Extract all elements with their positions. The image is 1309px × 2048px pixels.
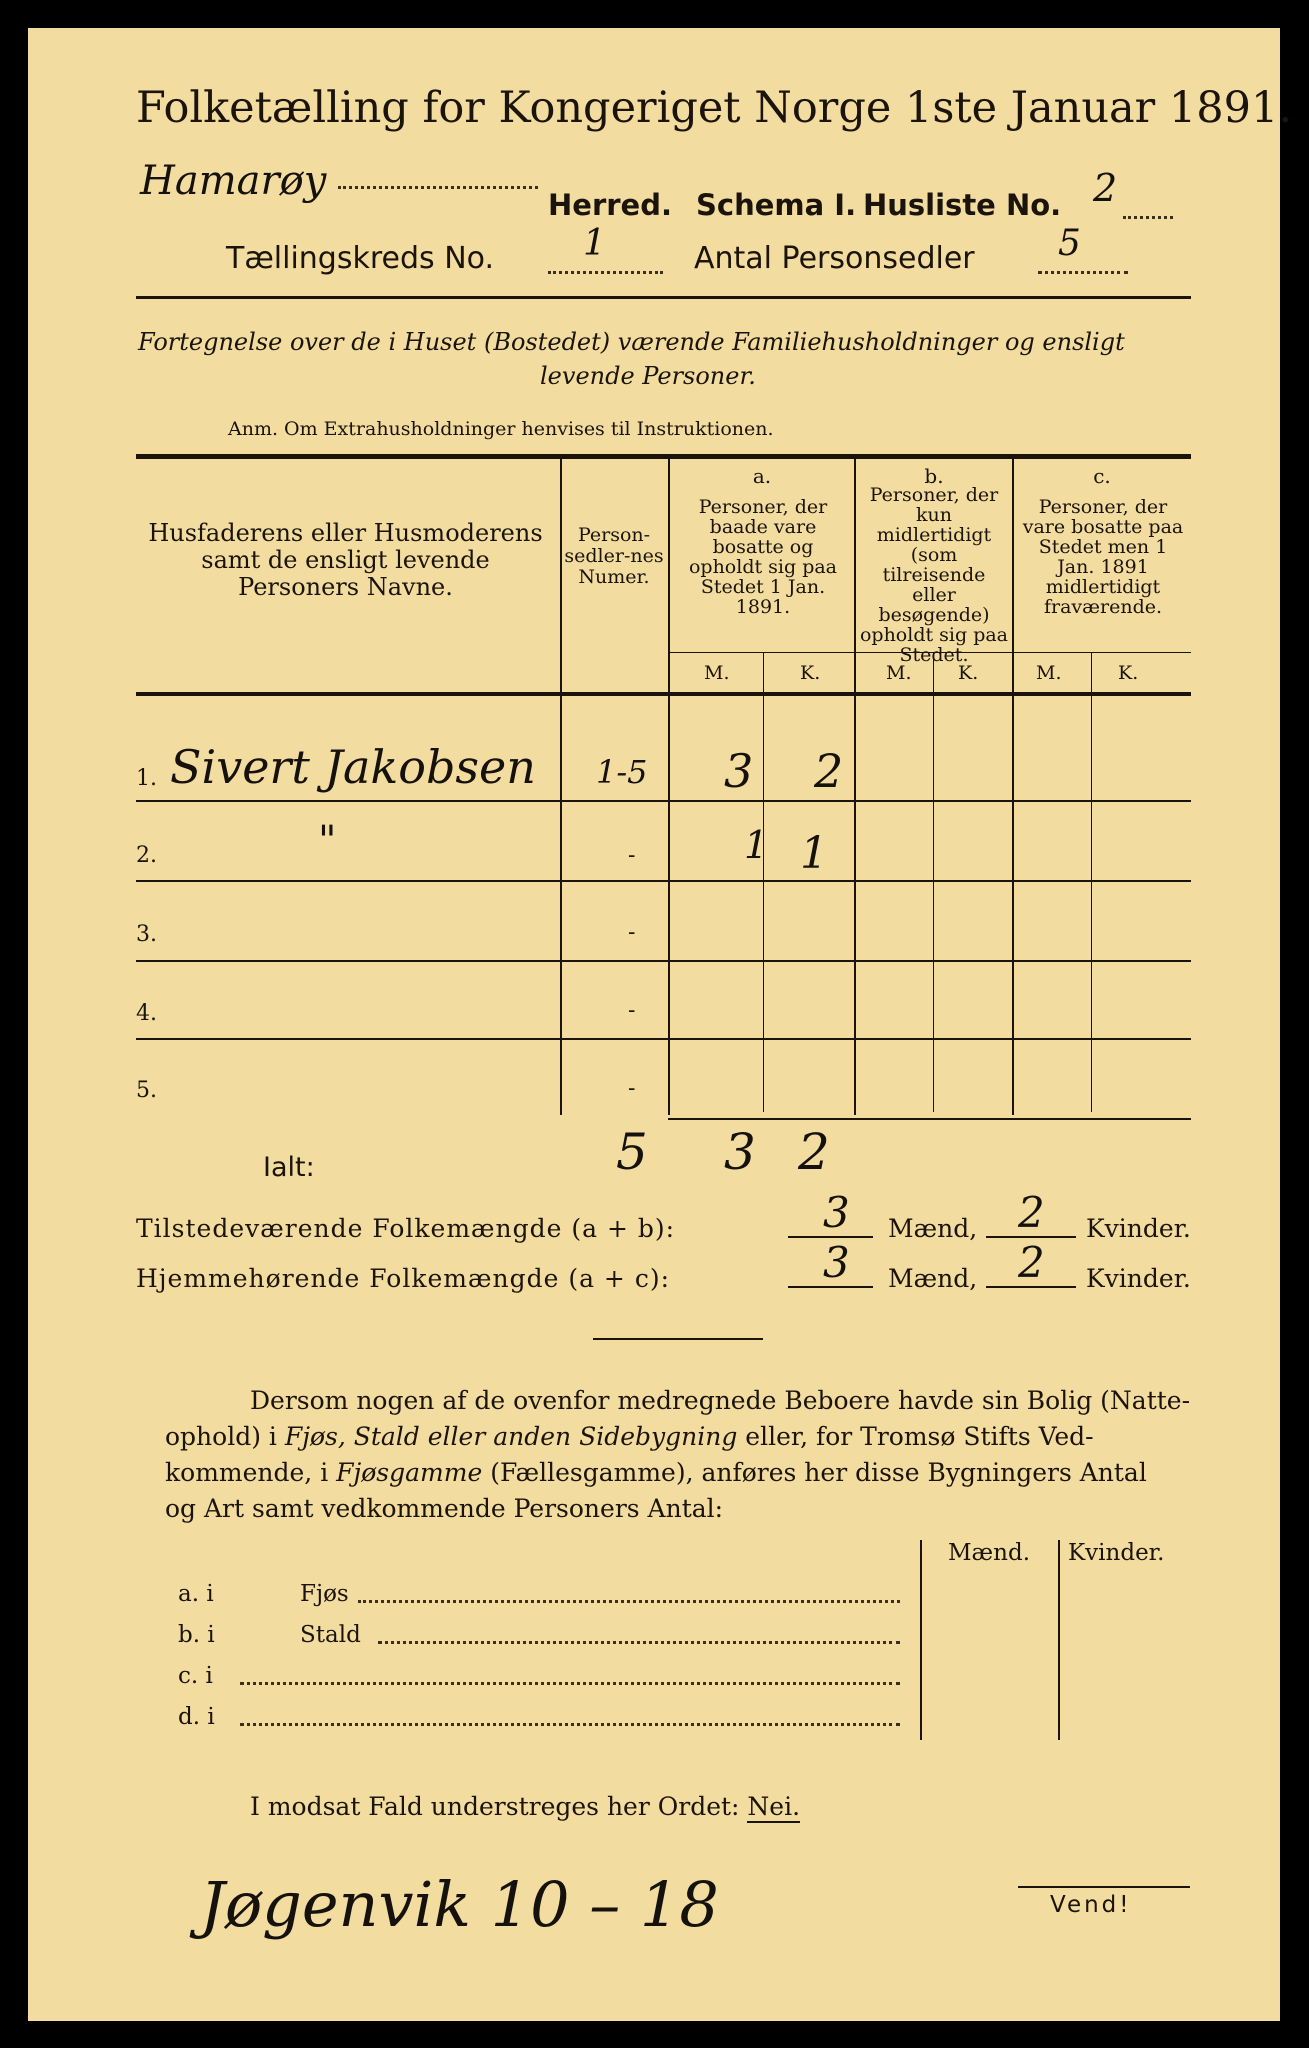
vend-label: Vend! xyxy=(1050,1892,1132,1918)
table-top-rule xyxy=(136,454,1191,459)
paragraph-line2 xyxy=(165,1422,1094,1451)
row-number: 1. xyxy=(136,766,157,791)
census-form xyxy=(28,28,1293,2021)
building-item-prefix: b. i xyxy=(178,1622,215,1648)
row-number: 4. xyxy=(136,1001,157,1026)
ialt-k: 2 xyxy=(798,1123,830,1181)
row-numer: - xyxy=(628,920,636,945)
place-date-handwriting: Jøgenvik 10 – 18 xyxy=(200,1868,719,1941)
paragraph-line4: og Art samt vedkommende Personers Antal: xyxy=(165,1494,724,1523)
row-numer: 1-5 xyxy=(596,753,648,791)
title-divider xyxy=(136,296,1191,299)
building-item-prefix: a. i xyxy=(178,1581,214,1607)
building-item-dots xyxy=(240,1723,900,1726)
col-divider-1 xyxy=(560,459,562,1115)
tilstede-maend-label: Mænd, xyxy=(888,1214,978,1243)
subtable-header-kvinder: Kvinder. xyxy=(1068,1540,1165,1566)
col-b-m: M. xyxy=(886,662,912,684)
vend-rule xyxy=(1018,1886,1190,1888)
col-divider-2 xyxy=(668,459,670,1115)
row-rule-3 xyxy=(136,960,1191,962)
table-header-rule xyxy=(136,692,1191,696)
row-number: 3. xyxy=(136,922,157,947)
paragraph-line3 xyxy=(165,1458,1147,1487)
paragraph-line3-part: kommende, i xyxy=(165,1458,337,1487)
hjemme-maend-label: Mænd, xyxy=(888,1264,978,1293)
paragraph-line1: Dersom nogen af de ovenfor medregnede Beboere havde sin Bolig (Natte- xyxy=(250,1386,1191,1415)
taellingskreds-label: Tællingskreds No. xyxy=(226,241,494,276)
hjemme-label: Hjemmehørende Folkemængde (a + c): xyxy=(136,1264,670,1293)
paragraph-line2-part: ophold) i xyxy=(165,1422,285,1451)
paragraph-line2-italic: Fjøs, Stald eller anden Sidebygning xyxy=(284,1422,738,1451)
subtable-header-maend: Mænd. xyxy=(948,1540,1031,1566)
col-header-names: Husfaderens eller Husmoderens samt de ensligt levende Personers Navne. xyxy=(148,519,543,601)
building-item-dots xyxy=(378,1641,900,1644)
col-header-b: Personer, der kun midlertidigt (som tilreisende eller besøgende) opholdt sig paa Stedet. xyxy=(859,484,1009,666)
ialt-m: 3 xyxy=(724,1123,756,1181)
paragraph-line3-italic: Fjøsgamme xyxy=(336,1458,483,1487)
herred-label: Herred. xyxy=(548,188,672,222)
row-a-k: 2 xyxy=(814,744,844,798)
herred-value: Hamarøy xyxy=(140,158,327,204)
row-numer: - xyxy=(628,998,636,1023)
building-item-label: Fjøs xyxy=(300,1581,349,1607)
subtitle-line2: levende Personer. xyxy=(540,362,756,390)
col-b-k: K. xyxy=(958,662,979,684)
nei-word: Nei. xyxy=(747,1792,801,1821)
table-bottom-rule xyxy=(668,1118,1191,1120)
husliste-dots xyxy=(1123,216,1173,219)
row-name: Sivert Jakobsen xyxy=(170,740,536,794)
col-divider-a-mk xyxy=(763,652,764,1112)
col-header-c: Personer, der vare bosatte paa Stedet men 1 Jan. 1891 midlertidigt fraværende. xyxy=(1022,496,1184,618)
ialt-numer: 5 xyxy=(616,1123,648,1181)
row-a-m: 3 xyxy=(724,744,754,798)
section-divider xyxy=(593,1338,763,1340)
row-rule-2 xyxy=(136,880,1191,882)
hjemme-kvinder-label: Kvinder. xyxy=(1086,1264,1191,1293)
row-rule-4 xyxy=(136,1038,1191,1040)
tilstede-m-value: 3 xyxy=(823,1188,850,1237)
col-divider-b-mk xyxy=(933,652,934,1112)
row-rule-1 xyxy=(136,800,1191,802)
subtitle-line1: Fortegnelse over de i Huset (Bostedet) værende Familiehusholdninger og ensligt xyxy=(138,328,1125,356)
tilstede-label: Tilstedeværende Folkemængde (a + b): xyxy=(136,1214,676,1243)
subtable-divider-1 xyxy=(920,1540,922,1740)
taellingskreds-value: 1 xyxy=(583,223,606,264)
building-item-label: Stald xyxy=(300,1622,361,1648)
col-header-a-letter: a. xyxy=(752,464,772,488)
col-divider-3 xyxy=(854,459,856,1115)
building-item-prefix: d. i xyxy=(178,1704,215,1730)
row-number: 5. xyxy=(136,1078,157,1103)
building-item-prefix: c. i xyxy=(178,1663,213,1689)
form-title: Folketælling for Kongeriget Norge 1ste Januar 1891. xyxy=(136,83,1293,133)
tilstede-k-value: 2 xyxy=(1018,1188,1045,1237)
col-header-numer: Person-sedler-nes Numer. xyxy=(564,524,664,588)
ialt-label: Ialt: xyxy=(263,1152,315,1183)
subtable-divider-2 xyxy=(1058,1540,1060,1740)
paragraph-line2-part: eller, for Tromsø Stifts Ved- xyxy=(737,1422,1094,1451)
schema-label: Schema I. xyxy=(696,188,857,222)
personsedler-value: 5 xyxy=(1058,223,1081,264)
building-item-dots xyxy=(240,1682,900,1685)
personsedler-label: Antal Personsedler xyxy=(694,241,975,276)
col-header-c-letter: c. xyxy=(1093,464,1111,488)
personsedler-dots xyxy=(1038,271,1128,274)
col-a-k: K. xyxy=(800,662,821,684)
row-numer: - xyxy=(628,843,636,868)
building-item-dots xyxy=(358,1600,900,1603)
row-number: 2. xyxy=(136,843,157,868)
tilstede-kvinder-label: Kvinder. xyxy=(1086,1214,1191,1243)
row-name: " xyxy=(318,818,337,864)
col-a-m: M. xyxy=(704,662,730,684)
husliste-value: 2 xyxy=(1093,166,1118,210)
col-c-k: K. xyxy=(1118,662,1139,684)
col-header-a: Personer, der baade vare bosatte og opholdt sig paa Stedet 1 Jan. 1891. xyxy=(688,496,838,618)
herred-dots xyxy=(338,186,538,189)
anm-note: Anm. Om Extrahusholdninger henvises til Instruktionen. xyxy=(228,418,774,440)
hjemme-k-value: 2 xyxy=(1018,1238,1045,1287)
col-header-b-letter: b. xyxy=(924,464,944,488)
modsat-text: I modsat Fald understreges her Ordet: xyxy=(250,1792,748,1821)
husliste-label: Husliste No. xyxy=(863,188,1062,222)
row-a-k: 1 xyxy=(800,828,828,879)
col-divider-c-mk xyxy=(1091,652,1092,1112)
paragraph-line3-part: (Fællesgamme), anføres her disse Bygningers Antal xyxy=(482,1458,1147,1487)
hjemme-m-value: 3 xyxy=(823,1238,850,1287)
col-divider-4 xyxy=(1012,459,1014,1115)
row-numer: - xyxy=(628,1076,636,1101)
nei-sentence xyxy=(250,1792,800,1821)
taellingskreds-dots xyxy=(548,271,663,274)
col-c-m: M. xyxy=(1036,662,1062,684)
row-a-m: 1 xyxy=(744,823,769,867)
